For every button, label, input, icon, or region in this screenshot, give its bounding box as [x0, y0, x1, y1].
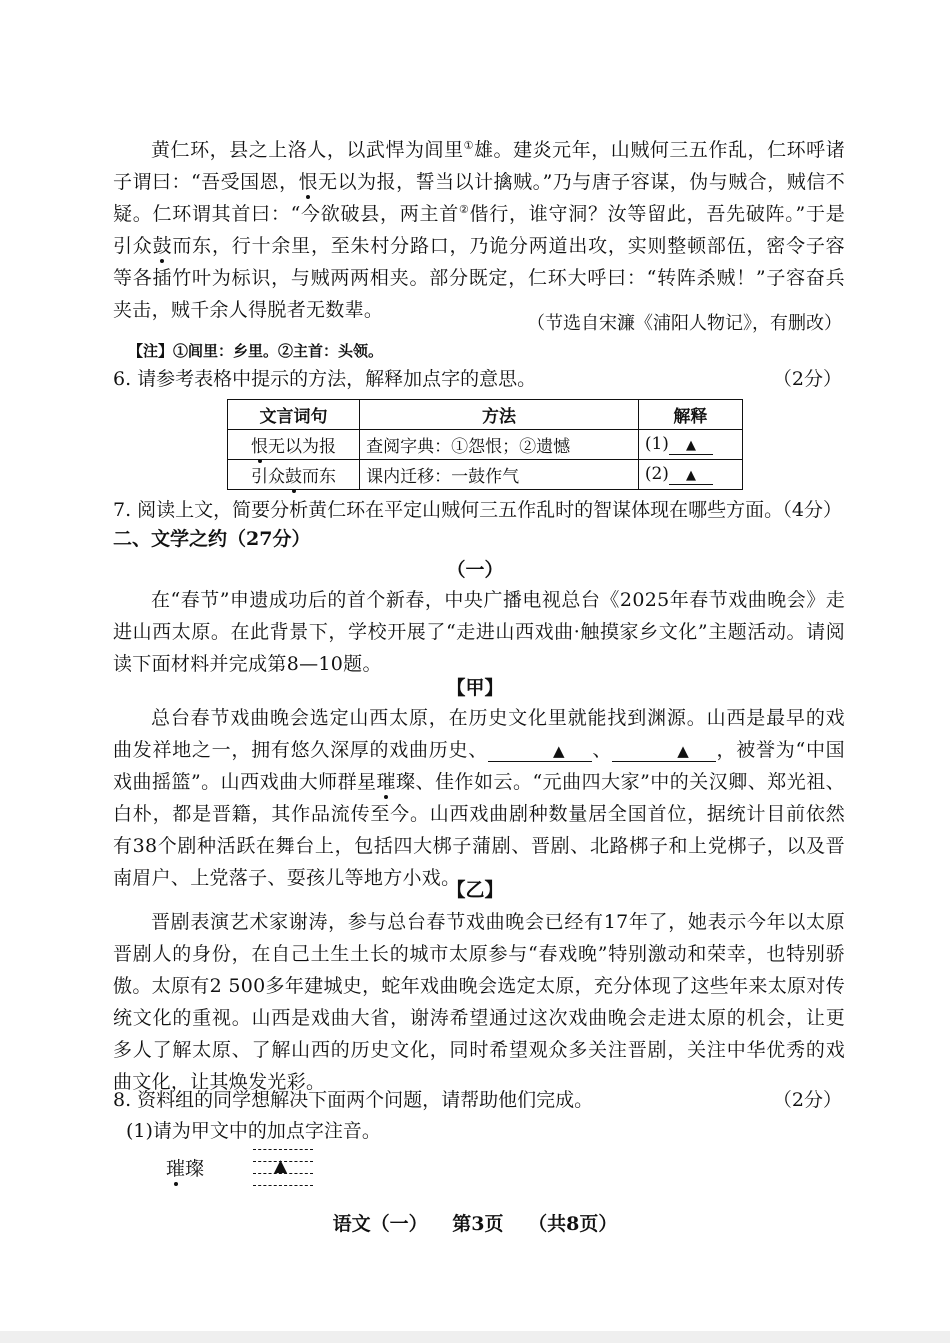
emphasis-dot-char: 恨	[251, 437, 269, 457]
section-intro: 在“春节”申遗成功后的首个新春，中央广播电视总台《2025年春节戏曲晚会》走进山西太原。在此背景下，学校开展了“走进山西戏曲·触摸家乡文化”主题活动。请阅读下面材料并完成第8—10题。	[113, 589, 845, 675]
table-header: 解释	[638, 400, 742, 430]
pinyin-answer-box[interactable]	[253, 1147, 313, 1187]
method-cell: 课内迁移：一鼓作气	[360, 460, 639, 490]
answer-label: (1)	[644, 434, 669, 454]
material-text: 璨、佳作如云。“元曲四大家”中的关汉卿、郑光祖、白朴，都是晋籍，其作品流传至今。山西戏曲剧种数量居全国首位，据统计目前依然有38个剧种活跃在舞台上，包括四大梆子蒲剧、晋剧、北路梆子和上党梆子，以及晋南眉户、上党落子、耍孩儿等地方小戏。	[113, 771, 845, 889]
answer-cell[interactable]	[638, 460, 742, 490]
pinyin-guide-line	[253, 1149, 313, 1150]
footer-page-number: 第3页	[452, 1213, 504, 1235]
pinyin-guide-line	[253, 1185, 313, 1186]
footer-total-pages: （共8页）	[528, 1213, 618, 1235]
phrase-text: 无以为报	[268, 437, 337, 457]
material-text: 、	[591, 739, 613, 761]
scan-edge	[0, 1331, 950, 1343]
page-footer	[0, 1210, 950, 1238]
answer-blank[interactable]: ▲	[669, 467, 713, 485]
question-8-score: （2分）	[772, 1089, 842, 1111]
question-6: 6. 请参考表格中提示的方法，解释加点字的意思。	[113, 368, 537, 390]
table-header-row	[228, 400, 743, 430]
material-jia-label: 【甲】	[446, 677, 504, 699]
answer-label: (2)	[644, 464, 669, 484]
material-yi: 晋剧表演艺术家谢涛，参与总台春节戏曲晚会已经有17年了，她表示今年以太原晋剧人的身份，在自己土生土长的城市太原参与“春戏晚”特别激动和荣幸，也特别骄傲。太原有2 500多年建城史，蛇年戏曲晚会选定太原，充分体现了这些年来太原对传统文化的重视。山西是戏曲大省，谢涛希望通过这次戏曲晚会走进太原的机会，让更多人了解太原、了解山西的历史文化，同时希望观众多关注晋剧，关注中华优秀的戏曲文化，让其焕发光彩。	[113, 911, 845, 1093]
phrase-text: 引众	[251, 467, 286, 487]
question-8-sub1: (1)请为甲文中的加点字注音。	[126, 1120, 381, 1142]
footer-subject: 语文（一）	[332, 1213, 428, 1235]
answer-cell[interactable]	[638, 430, 742, 460]
passage-text: 黄仁环，县之上洛人，以武悍为闾里	[151, 139, 464, 161]
emphasis-dot-char: 鼓	[152, 235, 173, 257]
passage-text: 偕行，谁守洞？汝等留此，吾先破阵。”于是引众	[113, 203, 846, 257]
table-row	[228, 460, 743, 490]
section-heading: 二、文学之约（27分）	[113, 528, 311, 550]
passage-text: 无以为报，誓当以计擒贼。”乃与唐子容谋，伪与贼合，贼信不疑。仁环谓其首曰：“今欲破县，两主首	[113, 171, 845, 225]
pinyin-word	[166, 1156, 204, 1182]
question-6-score: （2分）	[772, 368, 842, 390]
material-text: ，被誉为“中国戏曲摇篮”。山西戏曲大师群星	[113, 739, 845, 793]
emphasis-dot-char: 恨	[298, 171, 319, 193]
classical-passage	[113, 134, 845, 326]
footnote-marker: ①	[463, 139, 475, 152]
fill-blank[interactable]: ▲	[488, 741, 592, 762]
material-yi-label: 【乙】	[446, 879, 504, 901]
word-text: 璨	[185, 1158, 205, 1180]
phrase-cell	[228, 430, 360, 460]
emphasis-dot-char: 鼓	[285, 467, 303, 487]
answer-marker: ▲	[274, 1156, 288, 1176]
material-text: 总台春节戏曲晚会选定山西太原，在历史文化里就能找到渊源。山西是最早的戏曲发祥地之一，拥有悠久深厚的戏曲历史、	[113, 707, 845, 761]
method-cell: 查阅字典：①怨恨；②遗憾	[360, 430, 639, 460]
table-header: 文言词句	[228, 400, 360, 430]
emphasis-dot-char: 璀	[376, 771, 397, 793]
method-table	[227, 399, 743, 490]
table-row	[228, 430, 743, 460]
passage-note: 【注】①闾里：乡里。②主首：头领。	[128, 342, 384, 360]
material-jia	[113, 702, 845, 894]
answer-blank[interactable]: ▲	[669, 437, 713, 455]
phrase-text: 而东	[302, 467, 337, 487]
question-8: 8. 资料组的同学想解决下面两个问题，请帮助他们完成。	[113, 1089, 594, 1111]
emphasis-dot-char: 璀	[166, 1158, 186, 1180]
passage-text: 雄。建炎元年，山贼何三五作乱，仁环呼诸子谓曰：“吾受国恩，	[113, 139, 845, 193]
footnote-marker: ②	[458, 203, 470, 216]
passage-source: （节选自宋濂《浦阳人物记》，有删改）	[527, 313, 842, 334]
part-heading: （一）	[446, 559, 504, 581]
table-header: 方法	[360, 400, 639, 430]
phrase-cell	[228, 460, 360, 490]
question-7: 7. 阅读上文，简要分析黄仁环在平定山贼何三五作乱时的智谋体现在哪些方面。	[113, 499, 784, 521]
fill-blank[interactable]: ▲	[612, 741, 716, 762]
question-7-score: （4分）	[772, 499, 842, 521]
passage-text: 而东，行十余里，至朱村分路口，乃诡分两道出攻，实则整顿部伍，密令子容等各插竹叶为标识，与贼两两相夹。部分既定，仁环大呼曰：“转阵杀贼！”子容奋兵夹击，贼千余人得脱者无数辈。	[113, 235, 845, 321]
